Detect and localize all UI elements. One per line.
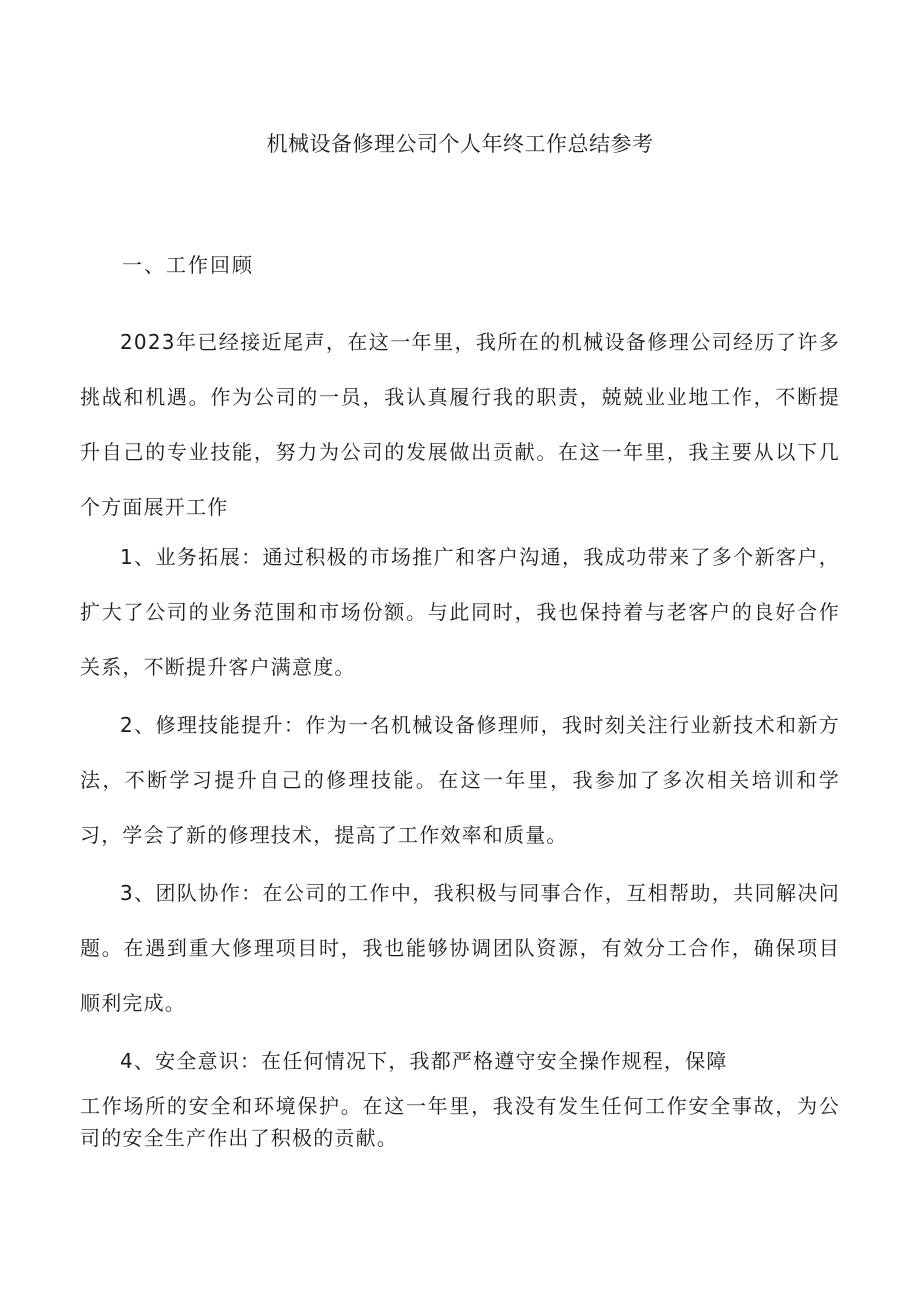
paragraph-intro: 2023年已经接近尾声，在这一年里，我所在的机械设备修理公司经历了许多挑战和机遇。作为公司的一员，我认真履行我的职责，兢兢业业地工作，不断提升自己的专业技能，努力为公司的发展做出贡献。在这一年里，我主要从以下几个方面展开工作 [80, 330, 840, 519]
paragraph-safety-line2: 工作场所的安全和环境保护。在这一年里，我没有发生任何工作安全事故，为公司的安全生产作出了积极的贡献。 [80, 1094, 840, 1150]
paragraph-repair-skills: 2、修理技能提升：作为一名机械设备修理师，我时刻关注行业新技术和新方法，不断学习提升自己的修理技能。在这一年里，我参加了多次相关培训和学习，学会了新的修理技术，提高了工作效率和质量。 [80, 713, 840, 847]
section-heading-work-review: 一、工作回顾 [122, 253, 254, 277]
paragraph-business-expansion: 1、业务拓展：通过积极的市场推广和客户沟通，我成功带来了多个新客户，扩大了公司的业务范围和市场份额。与此同时，我也保持着与老客户的良好合作关系，不断提升客户满意度。 [80, 545, 840, 679]
paragraph-safety-line1: 4、安全意识：在任何情况下，我都严格遵守安全操作规程，保障 [120, 1049, 728, 1073]
document-title: 机械设备修理公司个人年终工作总结参考 [266, 132, 654, 156]
paragraph-teamwork: 3、团队协作：在公司的工作中，我积极与同事合作，互相帮助，共同解决问题。在遇到重大修理项目时，我也能够协调团队资源，有效分工合作，确保项目顺利完成。 [80, 881, 840, 1015]
